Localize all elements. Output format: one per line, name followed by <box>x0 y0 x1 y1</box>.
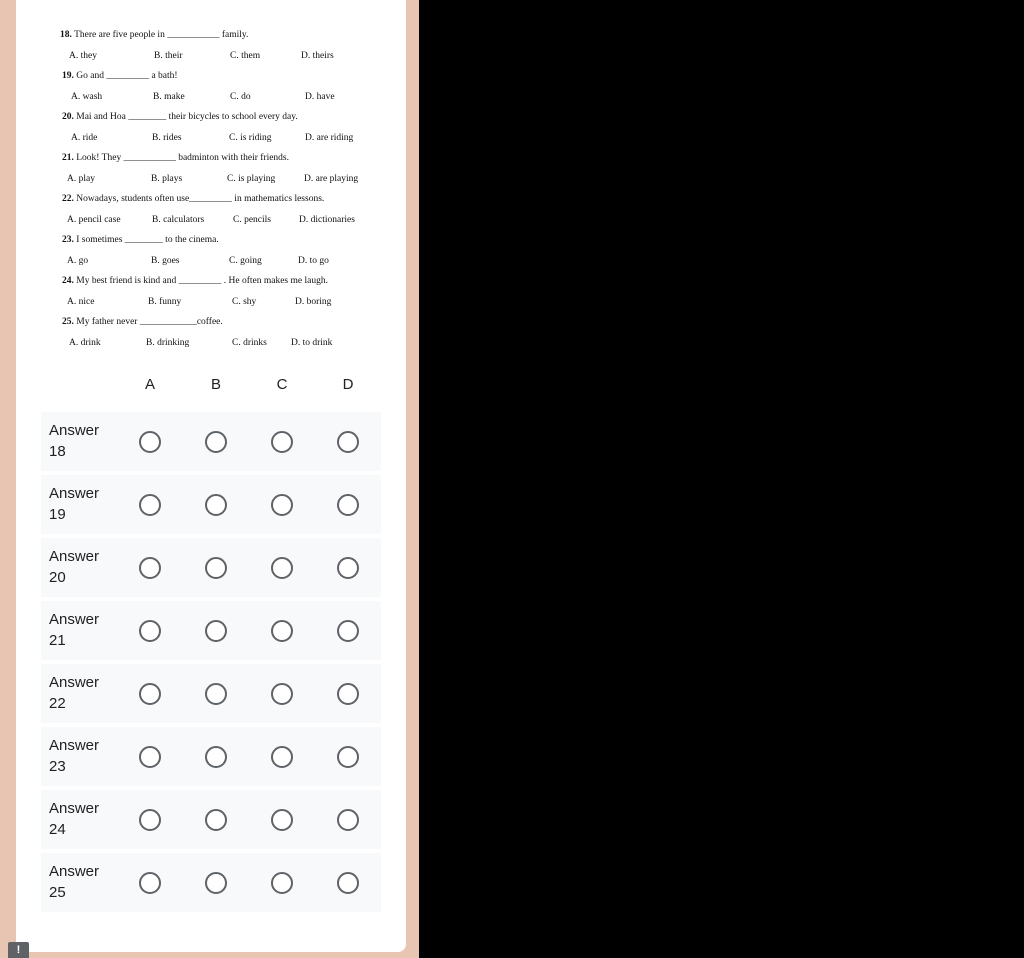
question-stem <box>62 276 328 286</box>
radio-option-b[interactable] <box>205 557 227 579</box>
question-number: 25. <box>62 317 74 327</box>
option-a: A. drink <box>69 338 101 348</box>
row-label: Answer 24 <box>49 800 100 838</box>
radio-option-d[interactable] <box>337 494 359 516</box>
option-a: A. go <box>67 256 89 266</box>
grid-row-answer-18 <box>41 412 381 471</box>
row-label: Answer 21 <box>49 611 100 649</box>
question-text: Nowadays, students often use_________ in mathematics lessons. <box>76 194 325 204</box>
grid-row-answer-19 <box>41 475 381 534</box>
radio-option-c[interactable] <box>271 620 293 642</box>
question-number: 18. <box>60 30 72 40</box>
grid-row-answer-21 <box>41 601 381 660</box>
option-d: D. boring <box>295 297 332 307</box>
question-stem <box>62 153 289 163</box>
radio-option-c[interactable] <box>271 431 293 453</box>
option-b: B. their <box>154 51 183 61</box>
radio-option-a[interactable] <box>139 809 161 831</box>
radio-option-c[interactable] <box>271 872 293 894</box>
option-a: A. ride <box>71 133 98 143</box>
option-d: D. have <box>305 92 335 102</box>
grid-row-answer-20 <box>41 538 381 597</box>
grid-row-answer-22 <box>41 664 381 723</box>
option-b: B. rides <box>152 133 182 143</box>
radio-option-d[interactable] <box>337 746 359 768</box>
radio-option-c[interactable] <box>271 809 293 831</box>
question-text: My father never ____________coffee. <box>76 317 223 327</box>
question-text: My best friend is kind and _________ . He often makes me laugh. <box>76 276 328 286</box>
option-c: C. is riding <box>229 133 272 143</box>
option-c: C. them <box>230 51 261 61</box>
radio-option-b[interactable] <box>205 431 227 453</box>
radio-option-a[interactable] <box>139 620 161 642</box>
column-label-b: B <box>210 376 221 393</box>
radio-option-b[interactable] <box>205 809 227 831</box>
question-stem <box>62 194 324 204</box>
question-number: 22. <box>62 194 74 204</box>
question-text: I sometimes ________ to the cinema. <box>76 235 219 245</box>
column-label-a: A <box>144 376 155 393</box>
question-number: 19. <box>62 71 74 81</box>
radio-option-b[interactable] <box>205 494 227 516</box>
radio-option-a[interactable] <box>139 494 161 516</box>
radio-option-a[interactable] <box>139 431 161 453</box>
option-a: A. nice <box>67 297 95 307</box>
radio-option-b[interactable] <box>205 746 227 768</box>
option-d: D. are playing <box>304 174 359 184</box>
radio-option-a[interactable] <box>139 683 161 705</box>
radio-option-d[interactable] <box>337 872 359 894</box>
question-stem <box>62 317 223 327</box>
option-a: A. wash <box>71 92 103 102</box>
option-d: D. theirs <box>301 51 334 61</box>
radio-option-b[interactable] <box>205 620 227 642</box>
row-label: Answer 25 <box>49 863 100 901</box>
option-d: D. dictionaries <box>299 215 355 225</box>
question-text: There are five people in ___________ family. <box>74 30 249 40</box>
grid-row-answer-25 <box>41 853 381 912</box>
question-number: 24. <box>62 276 74 286</box>
question-stem <box>62 71 178 81</box>
question-stem <box>62 112 298 122</box>
option-b: B. make <box>153 92 185 102</box>
row-label: Answer 23 <box>49 737 100 775</box>
radio-option-a[interactable] <box>139 872 161 894</box>
column-label-c: C <box>276 376 288 393</box>
option-b: B. goes <box>151 256 180 266</box>
radio-option-d[interactable] <box>337 620 359 642</box>
radio-option-a[interactable] <box>139 557 161 579</box>
option-a: A. they <box>69 51 97 61</box>
question-text: Go and _________ a bath! <box>76 71 178 81</box>
question-stem <box>60 30 248 40</box>
option-c: C. pencils <box>233 215 271 225</box>
radio-option-b[interactable] <box>205 872 227 894</box>
question-number: 21. <box>62 153 74 163</box>
radio-option-d[interactable] <box>337 683 359 705</box>
grid-row-answer-24 <box>41 790 381 849</box>
option-c: C. drinks <box>232 338 267 348</box>
option-d: D. to drink <box>291 338 333 348</box>
row-label: Answer 18 <box>49 422 100 460</box>
option-b: B. plays <box>151 174 183 184</box>
radio-option-d[interactable] <box>337 557 359 579</box>
option-c: C. shy <box>232 297 257 307</box>
option-b: B. calculators <box>152 215 205 225</box>
option-a: A. pencil case <box>67 215 121 225</box>
row-label: Answer 20 <box>49 548 100 586</box>
question-number: 20. <box>62 112 74 122</box>
radio-option-c[interactable] <box>271 746 293 768</box>
grid-row-answer-23 <box>41 727 381 786</box>
question-number: 23. <box>62 235 74 245</box>
question-stem <box>62 235 219 245</box>
worksheet-image <box>16 0 406 360</box>
radio-option-a[interactable] <box>139 746 161 768</box>
radio-option-c[interactable] <box>271 683 293 705</box>
grid-column-header <box>16 372 406 398</box>
question-text: Look! They ___________ badminton with their friends. <box>76 153 290 163</box>
radio-option-d[interactable] <box>337 431 359 453</box>
option-b: B. funny <box>148 297 182 307</box>
row-label: Answer 22 <box>49 674 100 712</box>
option-c: C. do <box>230 92 251 102</box>
option-a: A. play <box>67 174 95 184</box>
option-d: D. are riding <box>305 133 354 143</box>
question-text: Mai and Hoa ________ their bicycles to school every day. <box>76 112 298 122</box>
radio-option-c[interactable] <box>271 557 293 579</box>
option-b: B. drinking <box>146 338 190 348</box>
option-c: C. going <box>229 256 262 266</box>
radio-option-d[interactable] <box>337 809 359 831</box>
radio-option-b[interactable] <box>205 683 227 705</box>
option-c: C. is playing <box>227 174 276 184</box>
row-label: Answer 19 <box>49 485 100 523</box>
radio-option-c[interactable] <box>271 494 293 516</box>
column-label-d: D <box>342 376 354 393</box>
option-d: D. to go <box>298 256 329 266</box>
report-issue-button[interactable]: ! <box>8 942 29 958</box>
